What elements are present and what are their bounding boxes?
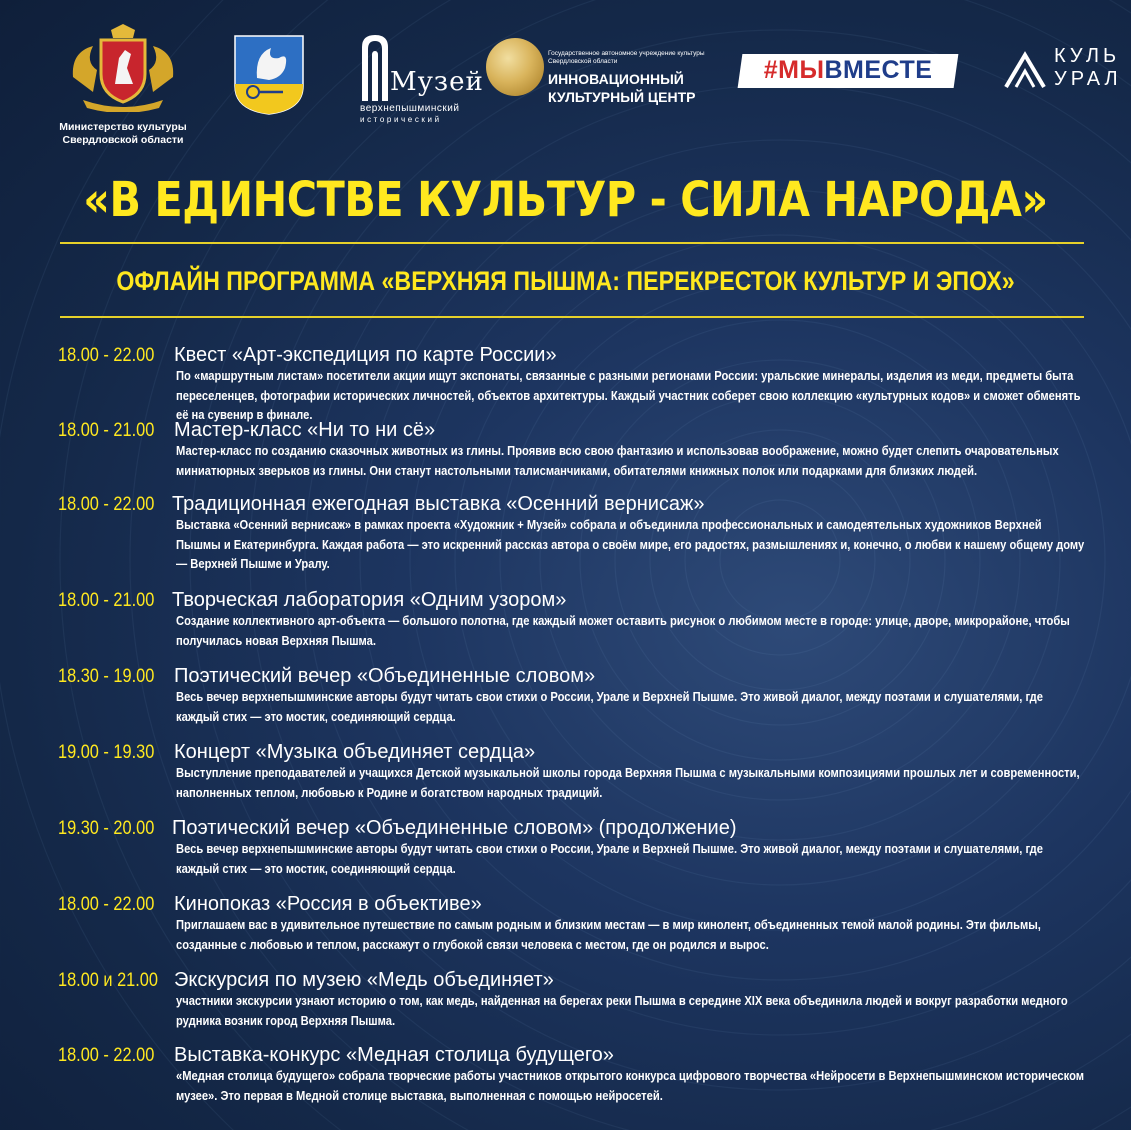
- event-time: 19.30 - 20.00: [58, 818, 155, 839]
- event-time: 18.00 - 21.00: [58, 590, 155, 611]
- divider-bottom: [60, 316, 1084, 318]
- gold-disc-icon: [486, 38, 544, 96]
- museum-arch-icon: [360, 33, 390, 103]
- event-time: 18.00 - 21.00: [58, 420, 155, 441]
- event-description: Весь вечер верхнепышминские авторы будут читать свои стихи о России, Урале и Верхней Пышме. Это живой диалог, между поэтами и слушателями, где каждый стих — это мостик, соединяющий сердца.: [176, 841, 1044, 876]
- event-description: Весь вечер верхнепышминские авторы будут читать свои стихи о России, Урале и Верхней Пышме. Это живой диалог, между поэтами и слушателями, где каждый стих — это мостик, соединяющий сердца.: [176, 689, 1044, 724]
- event-description: Создание коллективного арт-объекта — большого полотна, где каждый может оставить рисунок о любимом месте в городе: улице, дворе, микрорайоне, чтобы получилась новая Верхняя Пышма.: [176, 613, 1070, 648]
- museum-subtitle: верхнепышминский: [360, 103, 460, 114]
- event-title: Творческая лаборатория «Одним узором»: [172, 589, 567, 611]
- ministry-caption: Министерство культуры Свердловской области: [59, 121, 187, 146]
- event-title: Поэтический вечер «Объединенные словом»: [174, 665, 596, 687]
- logo-strip: [0, 0, 1131, 150]
- triangle-logo-icon: [1002, 49, 1048, 91]
- event-title: Выставка-конкурс «Медная столица будущего»: [174, 1044, 614, 1066]
- kultura-urala-text: КУЛЬ УРАЛ: [1054, 45, 1122, 90]
- event-title: Традиционная ежегодная выставка «Осенний вернисаж»: [172, 493, 705, 515]
- museum-title: Музей: [390, 67, 484, 97]
- my-vmeste-word: ВМЕСТЕ: [824, 56, 933, 84]
- event-description: Выставка «Осенний вернисаж» в рамках проекта «Художник + Музей» собрала и объединила профессиональных и самодеятельных художников Верхней Пышмы и Екатеринбурга. Каждая работа — это искренний рассказ автора о своём мире, его радостях, размышлениях и, конечно, о любви к нашему общему дому — Верхней Пышме и Уралу.: [176, 517, 1085, 571]
- ministry-logo: [48, 22, 198, 147]
- city-coat-of-arms-icon: [233, 34, 305, 116]
- event-title: Поэтический вечер «Объединенные словом» (продолжение): [172, 817, 737, 839]
- event-title: Мастер-класс «Ни то ни сё»: [174, 419, 436, 441]
- event-title: Концерт «Музыка объединяет сердца»: [174, 741, 536, 763]
- event-time: 18.00 - 22.00: [58, 894, 155, 915]
- event-time: 18.30 - 19.00: [58, 666, 155, 687]
- event-title: Кинопоказ «Россия в объективе»: [174, 893, 482, 915]
- page-title: «В ЕДИНСТВЕ КУЛЬТУР - СИЛА НАРОДА»: [83, 172, 1048, 228]
- innovation-center-name: ИННОВАЦИОННЫЙ КУЛЬТУРНЫЙ ЦЕНТР: [548, 71, 696, 105]
- museum-logo: [360, 33, 484, 133]
- event-time: 18.00 и 21.00: [58, 970, 158, 991]
- kultura-urala-logo: [1002, 45, 1131, 95]
- coat-of-arms-icon: [63, 22, 183, 112]
- event-time: 19.00 - 19.30: [58, 742, 155, 763]
- event-description: По «маршрутным листам» посетители акции ищут экспонаты, связанные с разными регионами России: уральские минералы, изделия из меди, предметы быта переселенцев, фотографии исторических личностей, объектов архитектуры. Каждый участник соберет свою коллекцию «культурных кодов» и сможет обменять её на сувенир в финале.: [176, 368, 1081, 422]
- event-title: Квест «Арт-экспедиция по карте России»: [174, 344, 557, 366]
- innovation-center-caption: Государственное автономное учреждение культуры Свердловской области: [548, 50, 705, 65]
- museum-subtitle-2: исторический: [360, 115, 442, 124]
- event-description: Мастер-класс по созданию сказочных животных из глины. Проявив всю свою фантазию и использовав воображение, можно будет слепить очаровательных миниатюрных зверьков из глины. Они станут настольными талисманчиками, обитателями книжных полок или подарками для близких людей.: [176, 443, 1059, 478]
- event-time: 18.00 - 22.00: [58, 1045, 155, 1066]
- event-title: Экскурсия по музею «Медь объединяет»: [174, 969, 554, 991]
- event-description: «Медная столица будущего» собрала творческие работы участников открытого конкурса цифрового творчества «Нейросети в Верхнепышминском историческом музее». Это первая в Медной столице выставка, выполненная с помощью нейросетей.: [176, 1068, 1085, 1103]
- my-vmeste-hash: #МЫ: [763, 56, 825, 84]
- event-time: 18.00 - 22.00: [58, 345, 155, 366]
- event-description: участники экскурсии узнают историю о том, как медь, найденная на берегах реки Пышма в середине XIX века объединила людей и вокруг разработки медного рудника возник город Верхняя Пышма.: [176, 993, 1068, 1028]
- divider-top: [60, 242, 1084, 244]
- event-description: Приглашаем вас в удивительное путешествие по самым родным и близким местам — в мир кинолент, объединенных темой малой родины. Эти фильмы, созданные с любовью и теплом, расскажут о глубокой связи человека с местом, где он родился и вырос.: [176, 917, 1041, 952]
- my-vmeste-logo: [738, 54, 959, 88]
- innovation-center-logo: [486, 38, 716, 108]
- event-time: 18.00 - 22.00: [58, 494, 155, 515]
- page-subtitle: ОФЛАЙН ПРОГРАММА «ВЕРХНЯЯ ПЫШМА: ПЕРЕКРЕСТОК КУЛЬТУР И ЭПОХ»: [116, 266, 1015, 296]
- event-description: Выступление преподавателей и учащихся Детской музыкальной школы города Верхняя Пышма с музыкальными композициями прошлых лет и современности, наполненных теплом, любовью к Родине и богатством народных традиций.: [176, 765, 1080, 800]
